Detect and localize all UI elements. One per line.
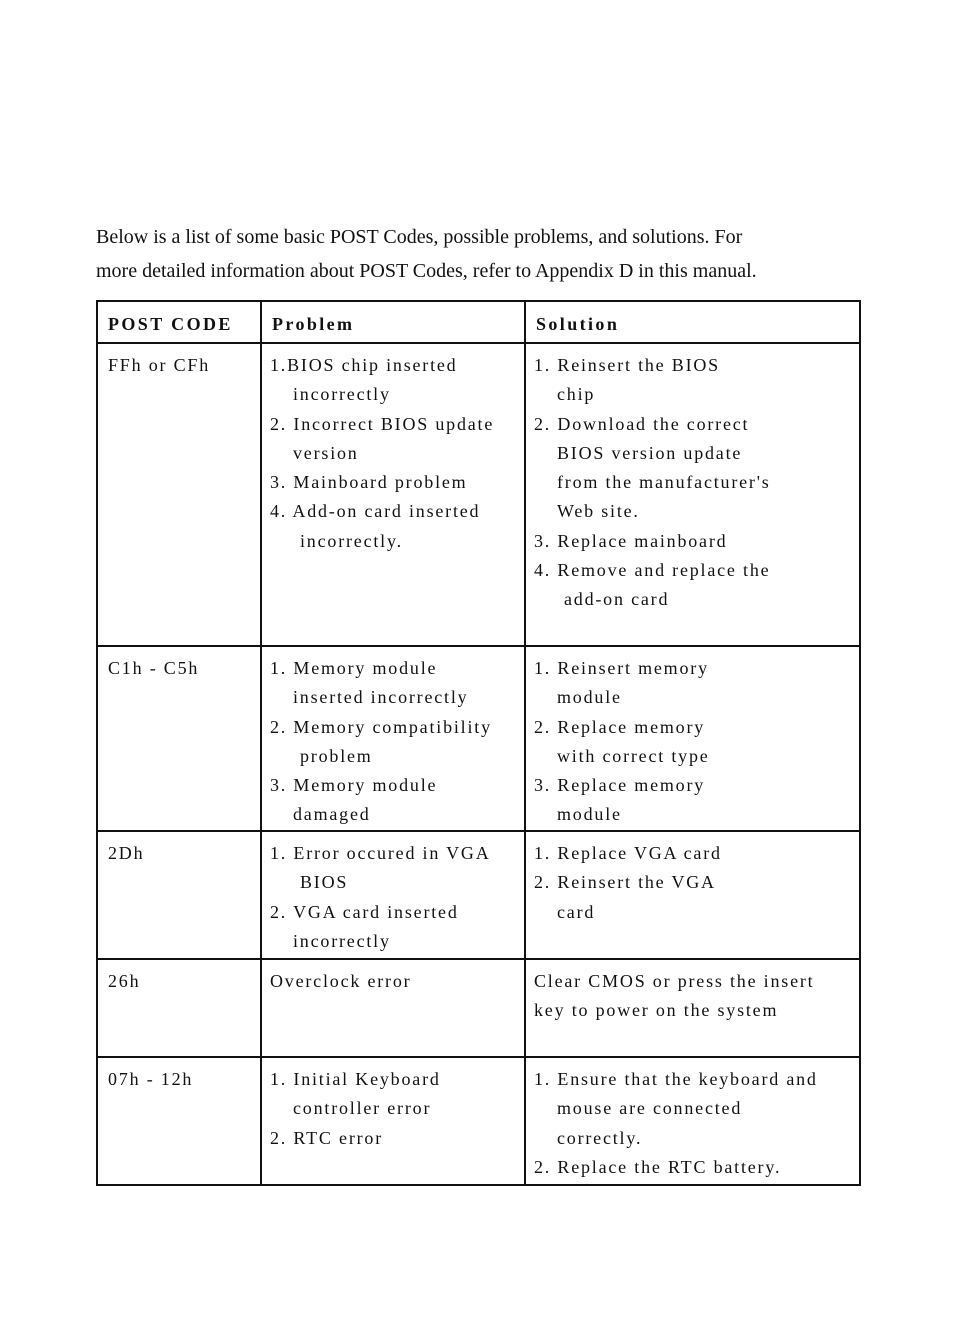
solution-line: with correct type bbox=[557, 745, 710, 766]
table-row bbox=[97, 646, 860, 831]
post-code-cell: FFh or CFh bbox=[97, 343, 261, 646]
problem-cell bbox=[261, 831, 525, 959]
problem-line: 1. Memory module bbox=[270, 658, 438, 678]
solution-cell bbox=[525, 646, 860, 831]
problem-cell bbox=[261, 1057, 525, 1185]
header-solution: Solution bbox=[525, 301, 860, 343]
table-body bbox=[97, 343, 860, 1185]
solution-line: mouse are connected bbox=[557, 1098, 743, 1119]
solution-line: 1. Reinsert memory bbox=[534, 658, 709, 678]
intro-line: more detailed information about POST Codes, refer to Appendix D in this manual. bbox=[96, 260, 757, 282]
problem-line: controller error bbox=[293, 1098, 432, 1119]
solution-line: Web site. bbox=[557, 501, 640, 522]
post-code-cell: 07h - 12h bbox=[97, 1057, 261, 1185]
solution-cell bbox=[525, 1057, 860, 1185]
table-header-row bbox=[97, 301, 860, 343]
problem-line: 4. Add-on card inserted bbox=[270, 501, 481, 522]
solution-cell bbox=[525, 959, 860, 1057]
problem-line: 1. Error occured in VGA bbox=[270, 843, 491, 863]
table-row bbox=[97, 959, 860, 1057]
solution-line: 4. Remove and replace the bbox=[534, 560, 771, 581]
solution-line: from the manufacturer's bbox=[557, 472, 771, 493]
problem-line: damaged bbox=[293, 804, 371, 825]
problem-line: 1.BIOS chip inserted bbox=[270, 355, 458, 375]
solution-line: Clear CMOS or press the insert bbox=[534, 971, 815, 991]
problem-line: 1. Initial Keyboard bbox=[270, 1069, 441, 1089]
problem-line: 3. Memory module bbox=[270, 775, 438, 796]
problem-line: BIOS bbox=[300, 872, 349, 893]
solution-line: correctly. bbox=[557, 1127, 643, 1148]
problem-cell bbox=[261, 959, 525, 1057]
problem-line: 2. VGA card inserted bbox=[270, 901, 459, 922]
table-row bbox=[97, 1057, 860, 1185]
solution-line: 1. Replace VGA card bbox=[534, 843, 722, 863]
solution-line: BIOS version update bbox=[557, 442, 743, 463]
solution-line: 2. Download the correct bbox=[534, 413, 750, 434]
solution-line: 3. Replace memory bbox=[534, 775, 706, 796]
problem-line: incorrectly bbox=[293, 930, 391, 951]
problem-line: problem bbox=[300, 745, 373, 766]
post-code-table bbox=[96, 300, 861, 1186]
problem-line: version bbox=[293, 442, 359, 463]
header-problem: Problem bbox=[261, 301, 525, 343]
post-code-cell: 26h bbox=[97, 959, 261, 1057]
intro-line: Below is a list of some basic POST Codes, possible problems, and solutions. For bbox=[96, 226, 743, 248]
solution-line: 2. Replace the RTC battery. bbox=[534, 1156, 782, 1177]
problem-line: inserted incorrectly bbox=[293, 687, 469, 708]
solution-line: module bbox=[557, 687, 622, 708]
solution-line: 1. Ensure that the keyboard and bbox=[534, 1069, 818, 1089]
problem-line: incorrectly. bbox=[300, 530, 403, 551]
intro-paragraph bbox=[96, 220, 866, 288]
solution-cell bbox=[525, 343, 860, 646]
problem-line: 2. Memory compatibility bbox=[270, 716, 492, 737]
problem-line: 2. Incorrect BIOS update bbox=[270, 413, 495, 434]
solution-line: module bbox=[557, 804, 622, 825]
solution-line: 2. Replace memory bbox=[534, 716, 706, 737]
header-post-code: POST CODE bbox=[97, 301, 261, 343]
problem-line: Overclock error bbox=[270, 971, 412, 991]
solution-line: 1. Reinsert the BIOS bbox=[534, 355, 720, 375]
problem-line: 2. RTC error bbox=[270, 1127, 383, 1148]
solution-line: 2. Reinsert the VGA bbox=[534, 872, 716, 893]
problem-line: 3. Mainboard problem bbox=[270, 472, 468, 493]
solution-line: chip bbox=[557, 384, 596, 405]
solution-line: add-on card bbox=[564, 589, 670, 610]
solution-cell bbox=[525, 831, 860, 959]
solution-line: 3. Replace mainboard bbox=[534, 530, 728, 551]
problem-line: incorrectly bbox=[293, 384, 391, 405]
solution-line: card bbox=[557, 901, 596, 922]
post-code-cell: C1h - C5h bbox=[97, 646, 261, 831]
solution-line: key to power on the system bbox=[534, 1000, 779, 1021]
post-code-cell: 2Dh bbox=[97, 831, 261, 959]
table-row bbox=[97, 343, 860, 646]
table-row bbox=[97, 831, 860, 959]
problem-cell bbox=[261, 343, 525, 646]
problem-cell bbox=[261, 646, 525, 831]
